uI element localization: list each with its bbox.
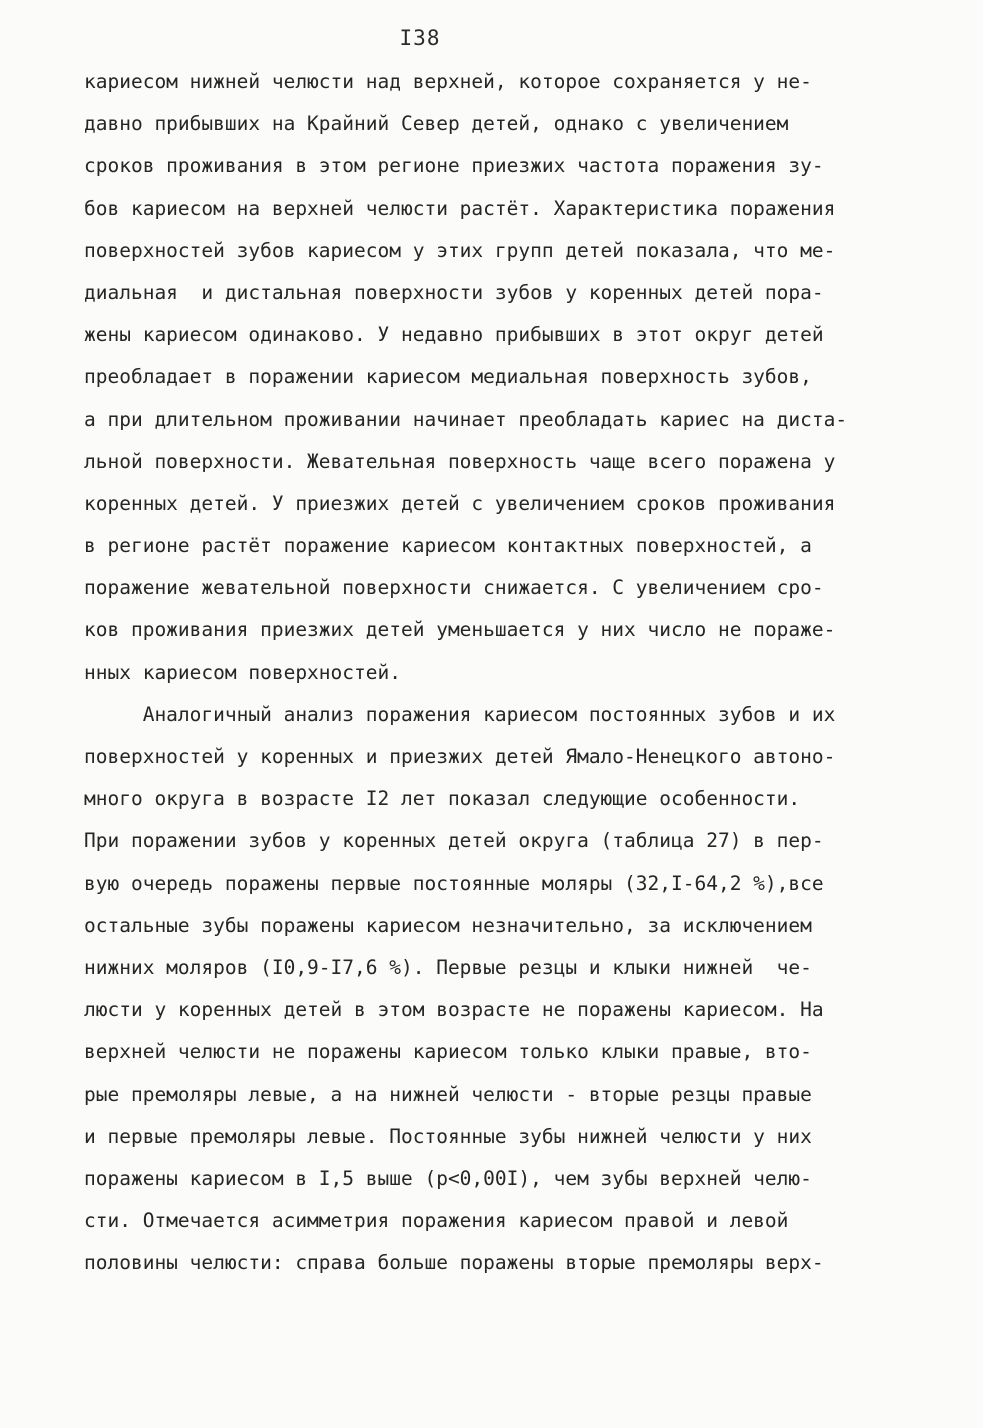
body-text [84, 61, 904, 1284]
text-line: При поражении зубов у коренных детей округа (таблица 27) в пер- [84, 829, 824, 853]
text-line: коренных детей. У приезжих детей с увеличением сроков проживания [84, 491, 836, 515]
text-line: кариесом нижней челюсти над верхней, которое сохраняется у не- [84, 70, 812, 93]
text-line: вую очередь поражены первые постоянные моляры (32,I-64,2 %),все [84, 871, 824, 895]
text-line: сроков проживания в этом регионе приезжих частота поражения зу- [84, 154, 824, 178]
text-line: преобладает в поражении кариесом медиальная поверхность зубов, [84, 365, 812, 389]
text-line: верхней челюсти не поражены кариесом только клыки правые, вто- [84, 1040, 812, 1064]
text-line: льной поверхности. Жевательная поверхность чаще всего поражена у [84, 449, 836, 473]
text-line: поверхностей у коренных и приезжих детей Ямало-Ненецкого автоно- [84, 745, 836, 768]
text-line: поражены кариесом в I,5 выше (p<0,00I), чем зубы верхней челю- [84, 1166, 812, 1190]
text-line: нных кариесом поверхностей. [84, 660, 401, 684]
text-line: люсти у коренных детей в этом возрасте не поражены кариесом. На [84, 998, 824, 1022]
text-line: жены кариесом одинаково. У недавно прибывших в этот округ детей [84, 323, 824, 347]
text-line: давно прибывших на Крайний Север детей, однако с увеличением [84, 112, 789, 136]
text-line: и первые премоляры левые. Постоянные зубы нижней челюсти у них [84, 1124, 812, 1148]
text-line: а при длительном проживании начинает преобладать кариес на диста- [84, 407, 848, 431]
text-line: бов кариесом на верхней челюсти растёт. Характеристика поражения [84, 196, 836, 220]
page-number: I38 [399, 26, 441, 50]
text-line: ков проживания приезжих детей уменьшается у них число не пораже- [84, 618, 836, 642]
text-line: поражение жевательной поверхности снижается. С увеличением сро- [84, 576, 824, 600]
text-line: нижних моляров (I0,9-I7,6 %). Первые резцы и клыки нижней че- [84, 955, 812, 979]
text-line: половины челюсти: справа больше поражены вторые премоляры верх- [84, 1251, 824, 1275]
text-line: сти. Отмечается асимметрия поражения кариесом правой и левой [84, 1209, 789, 1233]
text-line: рые премоляры левые, а на нижней челюсти - вторые резцы правые [84, 1082, 812, 1106]
paragraph-start-line: Аналогичный анализ поражения кариесом постоянных зубов и их [84, 702, 836, 726]
text-line: остальные зубы поражены кариесом незначительно, за исключением [84, 913, 812, 937]
text-line: в регионе растёт поражение кариесом контактных поверхностей, а [84, 534, 812, 558]
text-line: диальная и дистальная поверхности зубов у коренных детей пора- [84, 280, 824, 304]
text-line: много округа в возрасте I2 лет показал следующие особенности. [84, 787, 801, 811]
text-line: поверхностей зубов кариесом у этих групп детей показала, что ме- [84, 238, 836, 262]
